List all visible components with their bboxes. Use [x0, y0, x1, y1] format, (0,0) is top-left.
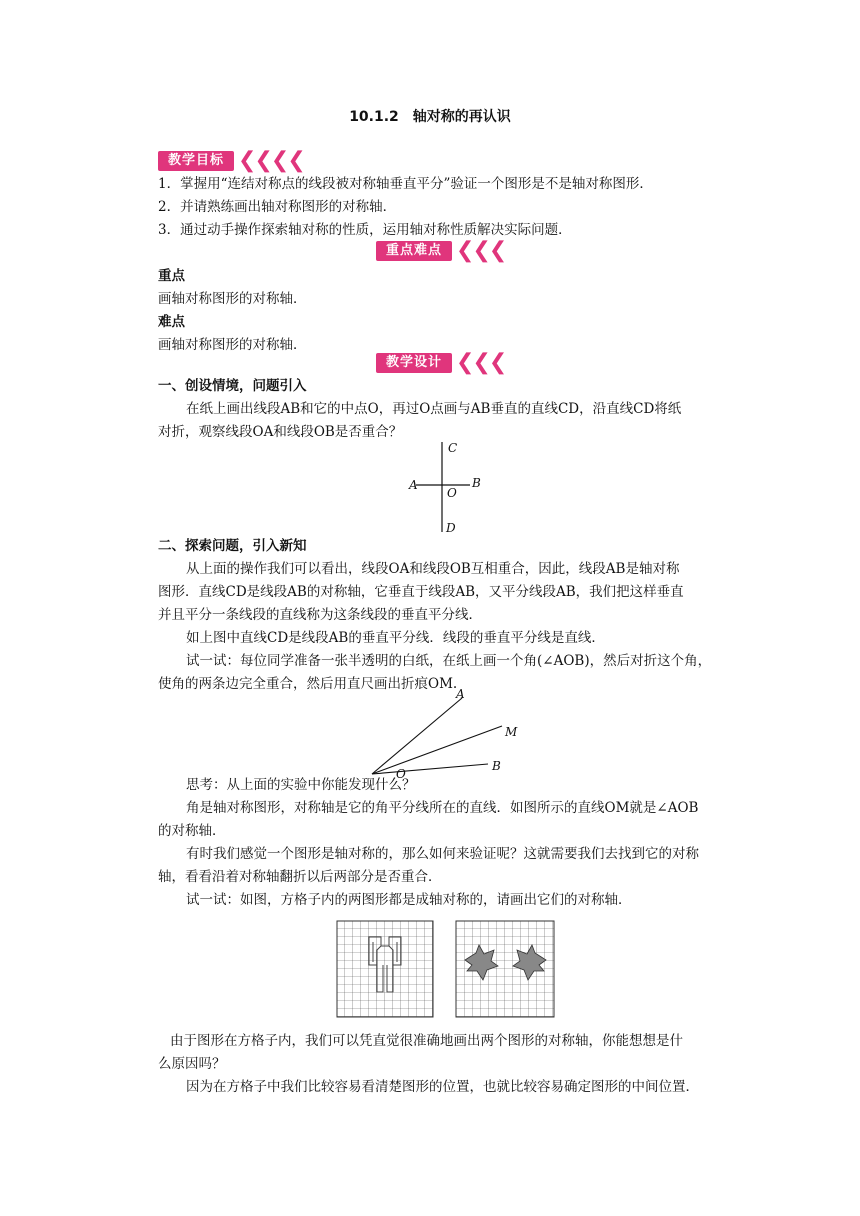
section2-paragraph: 思考：从上面的实验中你能发现什么？: [186, 777, 416, 793]
label-b: B: [492, 759, 501, 773]
hard-label: 难点: [158, 314, 185, 330]
label-m: M: [505, 725, 518, 739]
section2-paragraph: 并且平分一条线段的直线称为这条线段的垂直平分线．: [158, 607, 482, 623]
keypoints-banner-label: 重点难点: [376, 241, 452, 261]
ray-ob: [372, 764, 488, 774]
section2-paragraph: 由于图形在方格子内，我们可以凭直觉很准确地画出两个图形的对称轴，你能想想是什: [170, 1033, 683, 1049]
label-a: A: [409, 478, 418, 492]
keypoints-banner: [376, 240, 505, 262]
label-o: O: [447, 486, 457, 500]
section1-paragraph: 在纸上画出线段AB和它的中点O，再过O点画与AB垂直的直线CD，沿直线CD将纸: [186, 401, 682, 417]
angle-bisector-figure: [362, 686, 522, 780]
section2-paragraph: 有时我们感觉一个图形是轴对称的，那么如何来验证呢？这就需要我们去找到它的对称: [186, 846, 699, 862]
design-banner: [376, 352, 505, 374]
grid-figures: [336, 920, 558, 1022]
label-o: O: [396, 767, 406, 780]
ray-om: [372, 726, 502, 774]
left-grid: [337, 921, 433, 1017]
chevrons-icon: ❮❮❮: [456, 350, 506, 375]
section2-paragraph: 如上图中直线CD是线段AB的垂直平分线．线段的垂直平分线是直线．: [186, 630, 605, 646]
section2-heading: 二、探索问题，引入新知: [158, 538, 307, 554]
objective-1: 1．掌握用“连结对称点的线段被对称轴垂直平分”验证一个图形是不是轴对称图形．: [158, 176, 653, 192]
chevrons-icon: ❮❮❮❮: [238, 148, 304, 173]
design-banner-label: 教学设计: [376, 353, 452, 373]
section2-paragraph: 的对称轴．: [158, 823, 226, 839]
objective-2: 2．并请熟练画出轴对称图形的对称轴．: [158, 199, 397, 215]
key-text: 画轴对称图形的对称轴．: [158, 291, 307, 307]
label-c: C: [448, 441, 458, 455]
objective-3: 3．通过动手操作探索轴对称的性质，运用轴对称性质解决实际问题．: [158, 222, 572, 238]
section2-paragraph: 轴，看看沿着对称轴翻折以后两部分是否重合．: [158, 869, 442, 885]
section1-paragraph: 对折，观察线段OA和线段OB是否重合？: [158, 424, 403, 440]
objectives-banner-label: 教学目标: [158, 151, 234, 171]
chevrons-icon: ❮❮❮: [456, 238, 506, 263]
section2-paragraph: 试一试：如图，方格子内的两图形都是成轴对称的，请画出它们的对称轴．: [186, 892, 632, 908]
section1-heading: 一、创设情境，问题引入: [158, 378, 307, 394]
ray-oa: [372, 698, 462, 774]
section2-paragraph: 角是轴对称图形，对称轴是它的角平分线所在的直线．如图所示的直线OM就是∠AOB: [186, 800, 699, 816]
objectives-banner: [158, 150, 304, 172]
section2-paragraph: 从上面的操作我们可以看出，线段OA和线段OB互相重合，因此，线段AB是轴对称: [186, 561, 680, 577]
section2-paragraph: 图形．直线CD是线段AB的对称轴，它垂直于线段AB，又平分线段AB，我们把这样垂直: [158, 584, 684, 600]
label-d: D: [446, 521, 456, 535]
section2-paragraph: 因为在方格子中我们比较容易看清楚图形的位置，也就比较容易确定图形的中间位置．: [186, 1079, 699, 1095]
section2-paragraph: 试一试：每位同学准备一张半透明的白纸，在纸上画一个角(∠AOB)，然后对折这个角，: [186, 653, 712, 669]
label-b: B: [472, 476, 481, 490]
key-label: 重点: [158, 268, 185, 284]
perpendicular-bisector-figure: [400, 438, 500, 538]
section2-paragraph: 使角的两条边完全重合，然后用直尺画出折痕OM.: [158, 676, 458, 692]
section2-paragraph: 么原因吗？: [158, 1056, 226, 1072]
label-a: A: [456, 687, 465, 701]
page-title: 10.1.2 轴对称的再认识: [349, 109, 511, 125]
hard-text: 画轴对称图形的对称轴．: [158, 337, 307, 353]
